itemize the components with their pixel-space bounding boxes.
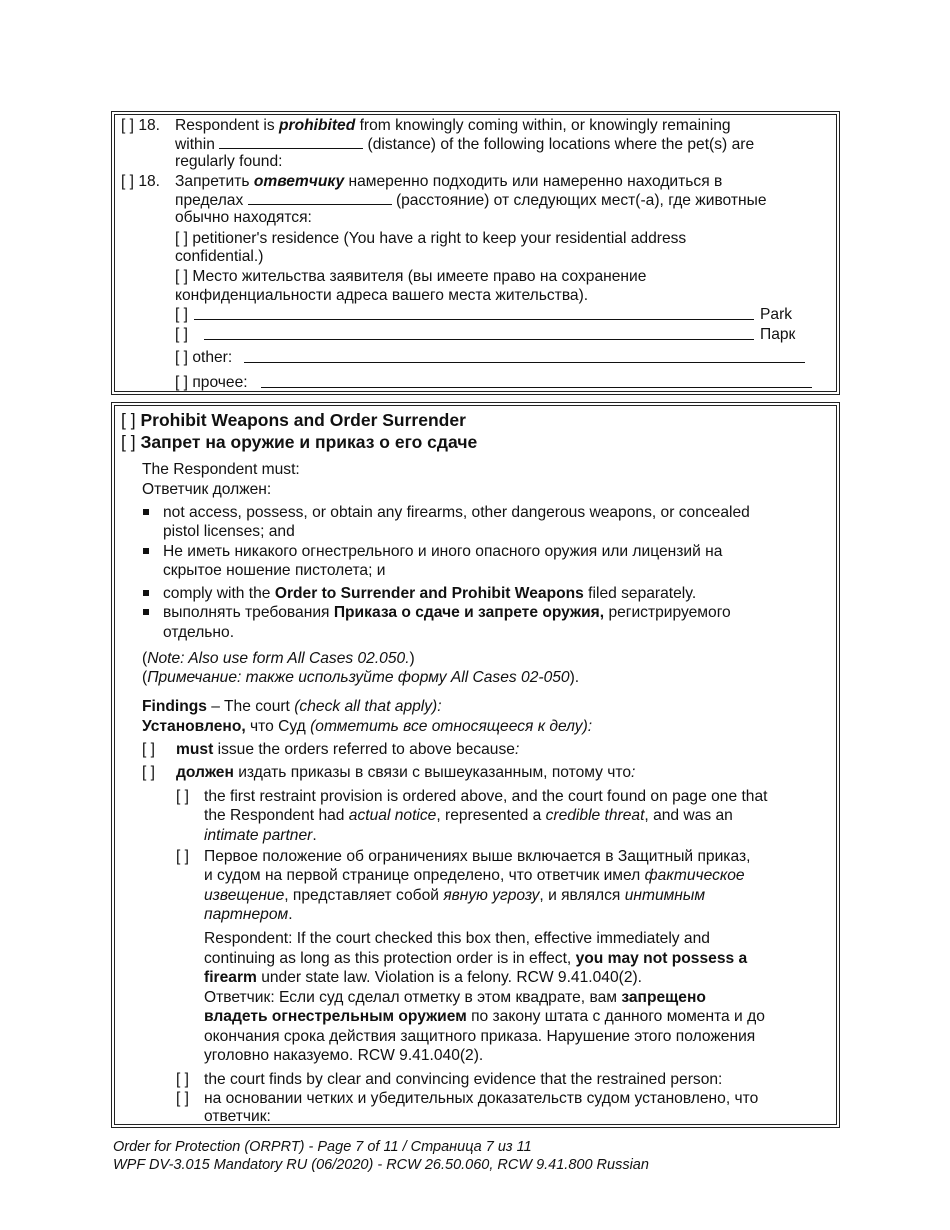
- text: издать приказы в связи с вышеуказанным, потому что: [233, 764, 632, 781]
- text: Ответчик: Если суд сделал отметку в этом квадрате, вам: [204, 989, 622, 1006]
- text-italic: :: [631, 764, 636, 781]
- bullet-icon: [143, 548, 149, 554]
- text: , представляет собой: [284, 887, 444, 904]
- park-label-en: Park: [760, 306, 793, 323]
- other-field-ru[interactable]: [261, 373, 812, 393]
- text: Запретить: [175, 173, 254, 190]
- text-bold: must: [176, 741, 214, 758]
- weapons-title-ru[interactable]: [121, 433, 477, 452]
- note-en: [142, 649, 415, 668]
- first-restraint-ru-line2: [204, 866, 745, 885]
- respondent-notice-en-line2: [204, 949, 747, 968]
- text: issue the orders referred to above because: [213, 741, 515, 758]
- section-18-russian-line1: [175, 172, 722, 191]
- text: , represented a: [436, 807, 546, 824]
- first-restraint-checkbox-en[interactable]: [ ]: [176, 788, 189, 805]
- section-18-number[interactable]: [ ] 18.: [121, 117, 161, 134]
- footer-form-info: WPF DV-3.015 Mandatory RU (06/2020) - RCW 26.50.060, RCW 9.41.800 Russian: [113, 1157, 649, 1173]
- residence-checkbox-ru[interactable]: [ ] Место жительства заявителя (вы имеете право на сохранение: [175, 268, 647, 285]
- park-field-ru[interactable]: [204, 325, 754, 345]
- bullet-icon: [143, 609, 149, 615]
- bullet1-en-line2: pistol licenses; and: [163, 523, 295, 540]
- first-restraint-ru-line4: [204, 905, 293, 924]
- text-italic: Note: Also use form All Cases 02.050.: [147, 650, 410, 667]
- text-bold: ответчику: [253, 173, 345, 190]
- weapons-checkbox-en[interactable]: [ ]: [121, 410, 136, 430]
- park-field-en[interactable]: [194, 305, 754, 325]
- bullet-icon: [143, 590, 149, 596]
- distance-field-ru[interactable]: [248, 190, 392, 205]
- text: Запрет на оружие и приказ о его сдаче: [140, 432, 478, 452]
- text-italic: интимным: [624, 887, 706, 904]
- text: (расстояние) от следующих мест(-а), где животные: [391, 192, 767, 209]
- note-ru: [142, 668, 579, 687]
- first-restraint-ru-line3: [204, 886, 705, 905]
- text-bold: you may not possess a: [575, 950, 748, 967]
- text: from knowingly coming within, or knowingly remaining: [355, 117, 731, 134]
- respondent-must-en: The Respondent must:: [142, 461, 300, 478]
- text: filed separately.: [583, 585, 697, 602]
- text-italic: :: [514, 741, 520, 758]
- text: under state law. Violation is a felony. RCW 9.41.040(2).: [256, 969, 643, 986]
- respondent-notice-en-line3: [204, 968, 642, 987]
- first-restraint-en-line3: [204, 826, 317, 845]
- blank-line: [261, 373, 812, 388]
- text: within: [175, 136, 220, 153]
- clear-evidence-ru-line1: на основании четких и убедительных доказательств судом установлено, что: [204, 1090, 759, 1107]
- clear-evidence-checkbox-ru[interactable]: [ ]: [176, 1090, 189, 1107]
- weapons-title-en[interactable]: [121, 411, 466, 430]
- clear-evidence-en: the court finds by clear and convincing evidence that the restrained person:: [204, 1071, 723, 1088]
- text-italic: credible threat: [545, 807, 645, 824]
- section-18-russian-line2: [175, 190, 767, 210]
- text: comply with the: [163, 585, 275, 602]
- text-bold: должен: [176, 764, 234, 781]
- text-italic: партнером: [204, 906, 289, 923]
- text-italic: извещение: [204, 887, 285, 904]
- respondent-notice-ru-line3: окончания срока действия защитного приказа. Нарушение этого положения: [204, 1028, 756, 1045]
- other-field-en[interactable]: [244, 348, 805, 368]
- text-italic: intimate partner: [204, 827, 313, 844]
- section-18-english-line3: regularly found:: [175, 153, 283, 170]
- text: , and was an: [644, 807, 733, 824]
- bullet1-ru-line1: Не иметь никакого огнестрельного и иного опасного оружия или лицензий на: [163, 543, 723, 560]
- first-restraint-en-line2: [204, 806, 733, 825]
- text: (distance) of the following locations where the pet(s) are: [363, 136, 755, 153]
- blank-line: [194, 305, 754, 320]
- text-bold: firearm: [204, 969, 257, 986]
- section-18-english-line1: [175, 116, 731, 135]
- bullet2-ru-line1: [163, 603, 731, 622]
- text: Prohibit Weapons and Order Surrender: [140, 410, 466, 430]
- clear-evidence-checkbox-en[interactable]: [ ]: [176, 1071, 189, 1088]
- blank-line: [204, 325, 754, 340]
- park-checkbox-ru[interactable]: [ ]: [175, 326, 188, 343]
- clear-evidence-ru-line2: ответчик:: [204, 1108, 271, 1125]
- park-checkbox-en[interactable]: [ ]: [175, 306, 188, 323]
- text: the Respondent had: [204, 807, 349, 824]
- text: что Суд: [245, 718, 311, 735]
- text: ): [409, 650, 415, 667]
- text: по закону штата с данного момента и до: [466, 1008, 765, 1025]
- bullet2-en: [163, 584, 696, 603]
- park-label-ru: Парк: [760, 326, 796, 343]
- text: continuing as long as this protection order is in effect,: [204, 950, 576, 967]
- residence-checkbox-en[interactable]: [ ] petitioner's residence (You have a right to keep your residential address: [175, 230, 687, 247]
- text-italic: явную угрозу: [443, 887, 540, 904]
- weapons-checkbox-ru[interactable]: [ ]: [121, 432, 136, 452]
- text: Respondent is: [175, 117, 280, 134]
- text-bold: Приказа о сдаче и запрете оружия,: [333, 604, 605, 621]
- respondent-notice-ru-line2: [204, 1007, 765, 1026]
- respondent-notice-ru-line1: [204, 988, 706, 1007]
- section-18-number-ru[interactable]: [ ] 18.: [121, 173, 161, 190]
- distance-field-en[interactable]: [219, 134, 363, 149]
- respondent-notice-ru-line4: уголовно наказуемо. RCW 9.41.040(2).: [204, 1047, 484, 1064]
- section-18-english-line2: [175, 134, 754, 154]
- text: – The court: [206, 698, 295, 715]
- text: .: [312, 827, 317, 844]
- text-italic: фактическое: [644, 867, 745, 884]
- must-issue-ru: [176, 763, 635, 782]
- bullet1-ru-line2: скрытое ношение пистолета; и: [163, 562, 386, 579]
- first-restraint-en-line1: the first restraint provision is ordered above, and the court found on page one that: [204, 788, 768, 805]
- first-restraint-checkbox-ru[interactable]: [ ]: [176, 848, 189, 865]
- text-bold: владеть огнестрельным оружием: [204, 1008, 467, 1025]
- text: (: [142, 650, 148, 667]
- must-checkbox-ru[interactable]: [ ]: [142, 764, 155, 781]
- text-italic: (отметить все относящееся к делу):: [310, 718, 593, 735]
- first-restraint-ru-line1: Первое положение об ограничениях выше включается в Защитный приказ,: [204, 848, 751, 865]
- text-italic: (check all that apply):: [294, 698, 442, 715]
- must-checkbox-en[interactable]: [ ]: [142, 741, 155, 758]
- text: , и являлся: [539, 887, 625, 904]
- footer-page-info: Order for Protection (ORPRT) - Page 7 of 11 / Страница 7 из 11: [113, 1139, 532, 1155]
- other-checkbox-en[interactable]: [ ] other:: [175, 349, 233, 366]
- bullet-icon: [143, 509, 149, 515]
- text-bold: Findings: [142, 698, 207, 715]
- text-bold: prohibited: [279, 117, 356, 134]
- text: .: [288, 906, 293, 923]
- bullet2-ru-line2: отдельно.: [163, 624, 235, 641]
- residence-en-line2: confidential.): [175, 248, 264, 265]
- findings-en: [142, 697, 442, 716]
- text-italic: Примечание: также используйте форму All Cases 02-050: [147, 669, 570, 686]
- text: пределах: [175, 192, 248, 209]
- respondent-must-ru: Ответчик должен:: [142, 481, 272, 498]
- text: намеренно подходить или намеренно находиться в: [344, 173, 723, 190]
- findings-ru: [142, 717, 592, 736]
- must-issue-en: [176, 740, 519, 759]
- respondent-notice-en-line1: Respondent: If the court checked this box then, effective immediately and: [204, 930, 710, 947]
- text-bold: Order to Surrender and Prohibit Weapons: [274, 585, 584, 602]
- text-bold: Установлено,: [142, 718, 246, 735]
- text: (: [142, 669, 148, 686]
- residence-ru-line2: конфиденциальности адреса вашего места жительства).: [175, 287, 589, 304]
- text-italic: actual notice: [348, 807, 437, 824]
- text: и судом на первой странице определено, что ответчик имел: [204, 867, 645, 884]
- text: регистрируемого: [604, 604, 731, 621]
- bullet1-en-line1: not access, possess, or obtain any firearms, other dangerous weapons, or concealed: [163, 504, 750, 521]
- text-bold: запрещено: [621, 989, 706, 1006]
- text: выполнять требования: [163, 604, 334, 621]
- text: ).: [569, 669, 580, 686]
- section-18-russian-line3: обычно находятся:: [175, 209, 312, 226]
- other-checkbox-ru[interactable]: [ ] прочее:: [175, 374, 248, 391]
- blank-line: [244, 348, 805, 363]
